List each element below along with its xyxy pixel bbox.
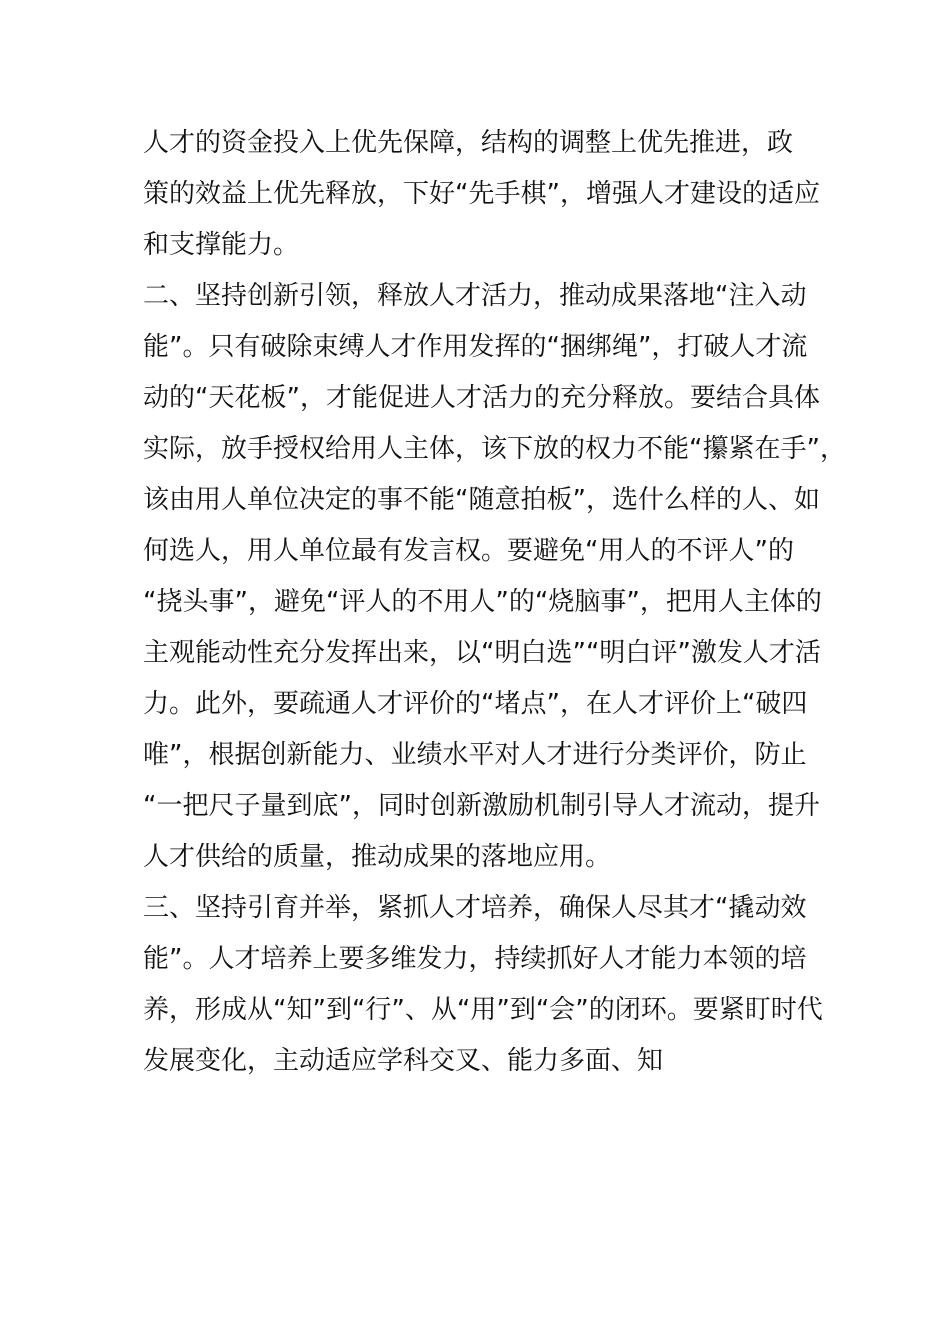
text-line: 能”。人才培养上要多维发力，持续抓好人才能力本领的培 <box>143 944 807 974</box>
text-line: 发展变化，主动适应学科交叉、能力多面、知 <box>143 1046 664 1076</box>
text-line: 能”。只有破除束缚人才作用发挥的“捆绑绳”，打破人才流 <box>143 332 808 362</box>
text-line: 养，形成从“知”到“行”、从“用”到“会”的闭环。要紧盯时代 <box>143 995 823 1025</box>
section-heading-line: 三、坚持引育并举，紧抓人才培养，确保人尽其才“撬动效 <box>143 893 807 923</box>
text-line: 实际，放手授权给用人主体，该下放的权力不能“攥紧在手”， <box>143 434 846 464</box>
text-line: “挠头事”，避免“评人的不用人”的“烧脑事”，把用人主体的 <box>143 587 822 617</box>
text-line: 主观能动性充分发挥出来，以“明白选”“明白评”激发人才活 <box>143 638 821 668</box>
text-line: 何选人，用人单位最有发言权。要避免“用人的不评人”的 <box>143 536 794 566</box>
section-heading-line: 二、坚持创新引领，释放人才活力，推动成果落地“注入动 <box>143 281 807 311</box>
text-line: “一把尺子量到底”，同时创新激励机制引导人才流动，提升 <box>143 791 820 821</box>
text-line: 人才的资金投入上优先保障，结构的调整上优先推进，政 <box>143 128 794 158</box>
text-line: 和支撑能力。 <box>143 230 300 260</box>
text-line: 策的效益上优先释放，下好“先手棋”，增强人才建设的适应 <box>143 179 820 209</box>
text-line: 唯”，根据创新能力、业绩水平对人才进行分类评价，防止 <box>143 740 807 770</box>
text-line: 动的“天花板”，才能促进人才活力的充分释放。要结合具体 <box>143 383 820 413</box>
text-line: 人才供给的质量，推动成果的落地应用。 <box>143 842 612 872</box>
text-line: 力。此外，要疏通人才评价的“堵点”，在人才评价上“破四 <box>143 689 808 719</box>
document-body <box>143 118 846 1087</box>
text-line: 该由用人单位决定的事不能“随意拍板”，选什么样的人、如 <box>143 485 820 515</box>
